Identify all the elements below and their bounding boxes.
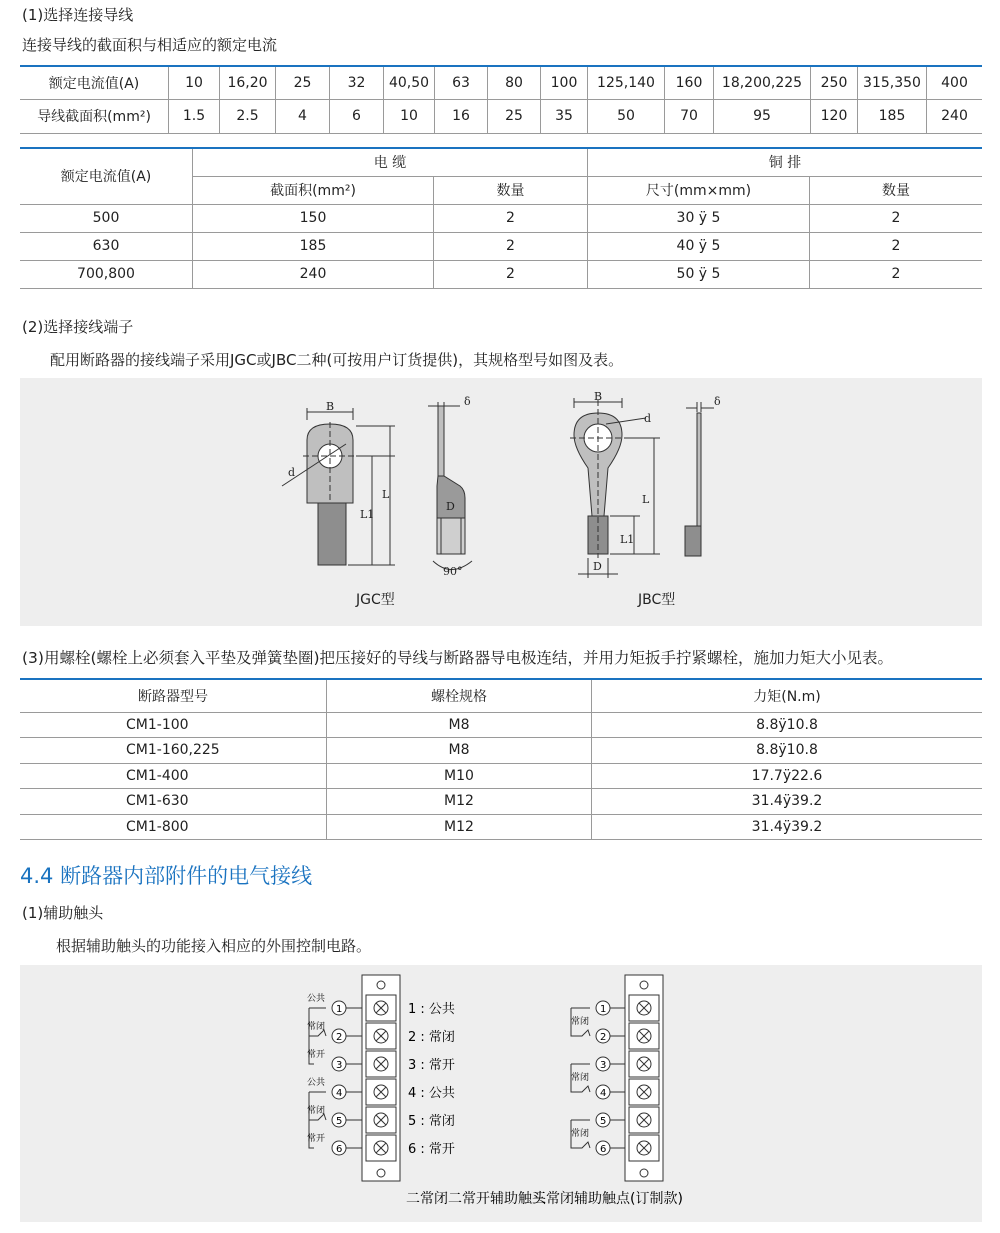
table-cell: 31.4ÿ39.2	[592, 814, 983, 840]
table-cell: 2	[434, 260, 588, 288]
table-row	[20, 232, 982, 260]
jgc-label-angle: 90°	[443, 565, 463, 578]
area-cell: 95	[714, 99, 811, 133]
terminal-number-text: 5	[336, 1116, 343, 1127]
section1-heading: (1)选择连接导线	[22, 6, 134, 24]
jgc-side-drawing	[428, 402, 472, 570]
area-cell: 16	[435, 99, 488, 133]
current-cell: 16,20	[220, 66, 276, 99]
label-no: 常开	[307, 1050, 326, 1060]
current-cell: 100	[541, 66, 588, 99]
table-row	[20, 260, 982, 288]
current-cell: 63	[435, 66, 488, 99]
table-cell: CM1-800	[20, 814, 327, 840]
terminal-screw	[366, 1023, 396, 1049]
copper-group-header: 铜 排	[588, 148, 983, 176]
section4-heading: (1)辅助触头	[22, 904, 104, 922]
terminal-legend: 1 : 公共	[408, 1002, 455, 1017]
section1-subheading: 连接导线的截面积与相适应的额定电流	[22, 36, 278, 54]
table-cell: M8	[327, 712, 592, 738]
terminal-screw	[629, 1135, 659, 1161]
label-nc: 常闭	[307, 1022, 326, 1032]
terminal-figure-panel	[20, 378, 982, 626]
terminal-number	[332, 1085, 346, 1099]
terminal-number	[596, 1085, 610, 1099]
terminal-screw	[366, 1051, 396, 1077]
section3-heading: (3)用螺栓(螺栓上必须套入平垫及弹簧垫圈)把压接好的导线与断路器导电极连结，并用力矩扳手拧紧螺栓，施加力矩大小见表。	[22, 649, 894, 667]
table-cell: 185	[193, 232, 434, 260]
sub-qty2-header: 数量	[810, 176, 983, 204]
table-cell: 2	[810, 232, 983, 260]
section2-description: 配用断路器的接线端子采用JGC或JBC二种(可按用户订货提供)，其规格型号如图及表。	[50, 351, 624, 369]
terminal-number-text: 2	[336, 1032, 343, 1043]
table-cell: 31.4ÿ39.2	[592, 789, 983, 815]
torque-header-torque: 力矩(N.m)	[592, 679, 983, 712]
table-row	[20, 738, 982, 764]
table-cell: 700,800	[20, 260, 193, 288]
aux-contact-figure-panel	[20, 965, 982, 1222]
terminal-number-text: 6	[336, 1144, 343, 1155]
terminal-number-text: 3	[600, 1060, 607, 1071]
label-no: 常开	[307, 1134, 326, 1144]
terminal-legend: 6 : 常开	[408, 1142, 455, 1157]
terminal-screw	[629, 1079, 659, 1105]
terminal-screw	[366, 1135, 396, 1161]
table-row	[20, 712, 982, 738]
label-nc: 常闭	[571, 1129, 590, 1139]
current-cell: 125,140	[588, 66, 665, 99]
area-cell: 1.5	[169, 99, 220, 133]
terminal-number	[596, 1113, 610, 1127]
terminal-number	[332, 1057, 346, 1071]
terminal-number	[332, 1029, 346, 1043]
row-label-area: 导线截面积(mm²)	[20, 99, 169, 133]
terminal-screw	[366, 1107, 396, 1133]
label-nc: 常闭	[307, 1106, 326, 1116]
jgc-label-D: D	[446, 500, 455, 513]
terminal-number-text: 4	[336, 1088, 343, 1099]
area-cell: 70	[665, 99, 714, 133]
torque-table	[20, 678, 982, 840]
current-cell: 32	[330, 66, 384, 99]
terminal-number	[332, 1141, 346, 1155]
jbc-label-D: D	[593, 560, 602, 573]
area-cell: 35	[541, 99, 588, 133]
table-cell: 50 ÿ 5	[588, 260, 810, 288]
table-cell: M10	[327, 763, 592, 789]
current-cell: 18,200,225	[714, 66, 811, 99]
table-cell: 40 ÿ 5	[588, 232, 810, 260]
torque-header-model: 断路器型号	[20, 679, 327, 712]
area-cell: 185	[858, 99, 927, 133]
current-cell: 40,50	[384, 66, 435, 99]
jbc-front-drawing	[570, 398, 660, 578]
jgc-label-l: L	[382, 488, 390, 501]
area-cell: 2.5	[220, 99, 276, 133]
terminal-screw	[366, 995, 396, 1021]
current-cell: 400	[927, 66, 983, 99]
jbc-label-b: B	[594, 390, 603, 403]
terminal-number	[596, 1057, 610, 1071]
terminal-number-text: 1	[336, 1004, 343, 1015]
section4-description: 根据辅助触头的功能接入相应的外围控制电路。	[56, 937, 372, 955]
terminal-number-text: 2	[600, 1032, 607, 1043]
current-cell: 80	[488, 66, 541, 99]
terminal-number	[596, 1001, 610, 1015]
sub-qty-header: 数量	[434, 176, 588, 204]
jbc-label-delta: δ	[714, 395, 721, 408]
terminal-screw	[629, 995, 659, 1021]
left-caption: 二常闭二常开辅助触头	[406, 1191, 546, 1207]
table-cell: 2	[810, 204, 983, 232]
table-cell: 17.7ÿ22.6	[592, 763, 983, 789]
terminal-number-text: 4	[600, 1088, 607, 1099]
area-cell: 25	[488, 99, 541, 133]
label-common: 公共	[307, 994, 326, 1004]
terminal-number	[332, 1113, 346, 1127]
area-cell: 50	[588, 99, 665, 133]
current-cell: 25	[276, 66, 330, 99]
terminal-legend: 4 : 公共	[408, 1086, 455, 1101]
terminal-screw	[629, 1051, 659, 1077]
table-cell: 2	[434, 204, 588, 232]
aux-contact-figure	[20, 965, 982, 1222]
terminal-screw	[629, 1023, 659, 1049]
table-cell: 150	[193, 204, 434, 232]
row-label-current: 额定电流值(A)	[20, 66, 169, 99]
terminal-screw	[629, 1107, 659, 1133]
terminal-figure	[20, 378, 982, 626]
label-nc: 常闭	[571, 1017, 590, 1027]
table-cell: 240	[193, 260, 434, 288]
terminal-number	[332, 1001, 346, 1015]
terminal-number-text: 3	[336, 1060, 343, 1071]
table-cell: 8.8ÿ10.8	[592, 738, 983, 764]
label-common: 公共	[307, 1078, 326, 1088]
jgc-label-delta: δ	[464, 395, 471, 408]
table-cell: 2	[810, 260, 983, 288]
wire-area-table	[20, 65, 982, 134]
terminal-legend: 3 : 常开	[408, 1058, 455, 1073]
jgc-front-drawing	[282, 408, 395, 565]
table-cell: 630	[20, 232, 193, 260]
area-cell: 120	[811, 99, 858, 133]
table-cell: CM1-160,225	[20, 738, 327, 764]
large-current-table	[20, 147, 982, 289]
terminal-number	[596, 1141, 610, 1155]
jbc-label-l: L	[642, 493, 650, 506]
table-cell: CM1-100	[20, 712, 327, 738]
jbc-side-drawing	[685, 402, 714, 556]
table-cell: 8.8ÿ10.8	[592, 712, 983, 738]
table-cell: M8	[327, 738, 592, 764]
jgc-caption: JGC型	[356, 592, 395, 608]
current-cell: 250	[811, 66, 858, 99]
torque-header-bolt: 螺栓规格	[327, 679, 592, 712]
current-cell: 315,350	[858, 66, 927, 99]
terminal-screw	[366, 1079, 396, 1105]
table-cell: M12	[327, 789, 592, 815]
terminal-number	[596, 1029, 610, 1043]
terminal-legend: 2 : 常闭	[408, 1030, 455, 1045]
area-cell: 4	[276, 99, 330, 133]
col-current-header: 额定电流值(A)	[20, 148, 193, 204]
cable-group-header: 电 缆	[193, 148, 588, 176]
sub-size-header: 尺寸(mm×mm)	[588, 176, 810, 204]
terminal-legend: 5 : 常闭	[408, 1114, 455, 1129]
right-caption: 三常闭辅助触点(订制款)	[532, 1191, 683, 1207]
section4-title: 4.4 断路器内部附件的电气接线	[20, 864, 313, 888]
current-cell: 160	[665, 66, 714, 99]
table-cell: M12	[327, 814, 592, 840]
table-row	[20, 204, 982, 232]
jbc-caption: JBC型	[638, 592, 676, 608]
jgc-label-l1: L1	[360, 508, 375, 521]
jbc-label-l1: L1	[620, 533, 635, 546]
terminal-number-text: 5	[600, 1116, 607, 1127]
sub-area-header: 截面积(mm²)	[193, 176, 434, 204]
current-cell: 10	[169, 66, 220, 99]
table-row	[20, 763, 982, 789]
table-cell: 2	[434, 232, 588, 260]
table-cell: 500	[20, 204, 193, 232]
area-cell: 240	[927, 99, 983, 133]
jgc-label-b: B	[326, 400, 335, 413]
table-row	[20, 789, 982, 815]
terminal-number-text: 6	[600, 1144, 607, 1155]
jgc-label-d: d	[288, 466, 296, 479]
jbc-label-d: d	[644, 412, 652, 425]
area-cell: 10	[384, 99, 435, 133]
table-cell: CM1-400	[20, 763, 327, 789]
table-cell: 30 ÿ 5	[588, 204, 810, 232]
terminal-number-text: 1	[600, 1004, 607, 1015]
table-row	[20, 814, 982, 840]
table-cell: CM1-630	[20, 789, 327, 815]
area-cell: 6	[330, 99, 384, 133]
label-nc: 常闭	[571, 1073, 590, 1083]
section2-heading: (2)选择接线端子	[22, 318, 134, 336]
